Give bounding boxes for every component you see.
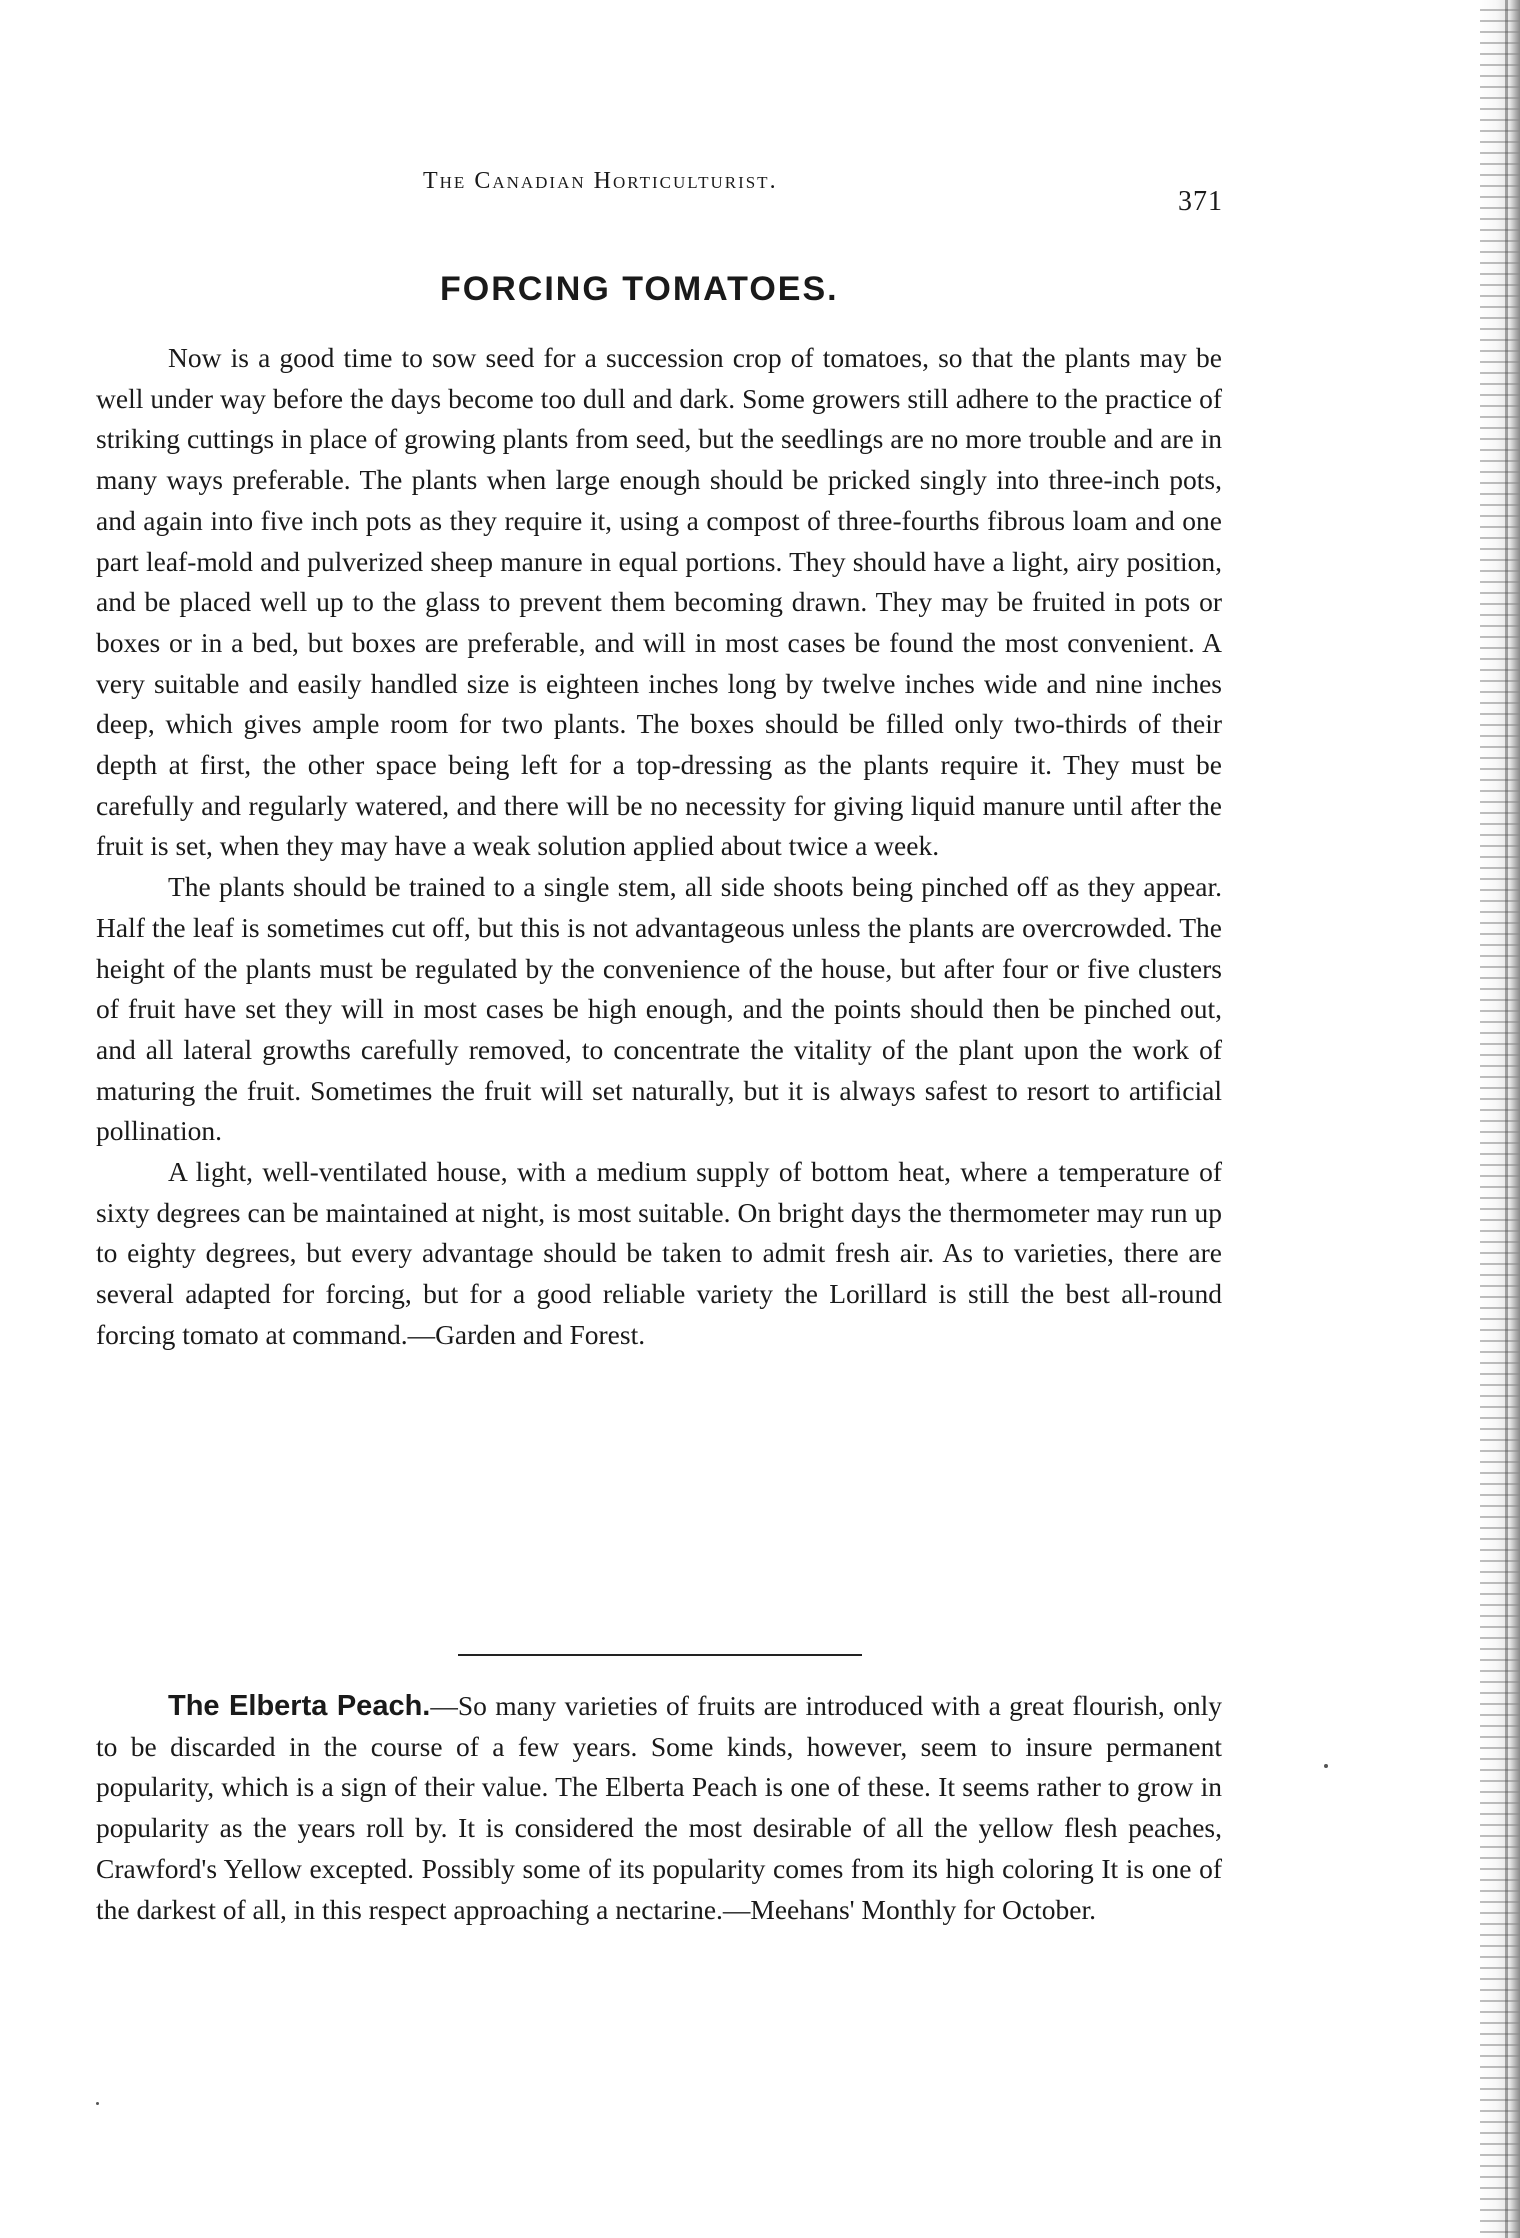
paragraph: Now is a good time to sow seed for a succession crop of tomatoes, so that the plants may be well under way before the days become too dull and dark. Some growers still adhere to the practice of striking cuttings in place of growing plants from seed, but the seedlings are no more trouble and are in many ways preferable. The plants when large enough should be pricked singly into three-inch pots, and again into five inch pots as they require it, using a compost of three-fourths fibrous loam and one part leaf-mold and pulverized sheep manure in equal portions. They should have a light, airy position, and be placed well up to the glass to prevent them becoming drawn. They may be fruited in pots or boxes or in a bed, but boxes are preferable, and will in most cases be found the most convenient. A very suitable and easily handled size is eighteen inches long by twelve inches wide and nine inches deep, which gives ample room for two plants. The boxes should be filled only two-thirds of their depth at first, the other space being left for a top-dressing as the plants require it. They must be carefully and regularly watered, and there will be no necessity for giving liquid manure until after the fruit is set, when they may have a weak solution applied about twice a week. xyxy=(96,342,1222,862)
paragraph: A light, well-ventilated house, with a medium supply of bottom heat, where a temperature of sixty degrees can be maintained at night, is most suitable. On bright days the thermometer may run up to eighty degrees, but every advantage should be taken to admit fresh air. As to varieties, there are several adapted for forcing, but for a good reliable variety the Lorillard is still the best all-round forcing tomato at command.—Garden and Forest. xyxy=(96,1156,1222,1350)
paragraph xyxy=(96,1686,1222,1930)
article-body xyxy=(96,338,1222,1356)
page-edge-line xyxy=(1505,0,1508,2238)
scan-speck xyxy=(1324,1764,1328,1768)
run-in-heading: The Elberta Peach. xyxy=(168,1690,431,1722)
page-number: 371 xyxy=(1178,186,1223,217)
paragraph: The plants should be trained to a single stem, all side shoots being pinched off as they appear. Half the leaf is sometimes cut off, but this is not advantageous unless the plants are overcrowded. The height of the plants must be regulated by the convenience of the house, but after four or five clusters of fruit have set they will in most cases be high enough, and the points should then be pinched out, and all lateral growths carefully removed, to concentrate the vitality of the plant upon the work of maturing the fruit. Sometimes the fruit will set naturally, but it is always safest to resort to artificial pollination. xyxy=(96,871,1222,1147)
scan-speck xyxy=(96,2102,99,2105)
article-title: FORCING TOMATOES. xyxy=(440,270,839,308)
section-divider xyxy=(458,1654,862,1656)
page-edge-scan-artifact xyxy=(1480,0,1520,2238)
running-head: The Canadian Horticulturist. xyxy=(423,168,778,194)
elberta-text: —So many varieties of fruits are introduced with a great flourish, only to be discarded in the course of a few years. Some kinds, however, seem to insure permanent popularity, which is a sign of their value. The Elberta Peach is one of these. It seems rather to grow in popularity as the years roll by. It is considered the most desirable of all the yellow flesh peaches, Crawford's Yellow excepted. Possibly some of its popularity comes from its high coloring It is one of the darkest of all, in this respect approaching a nectarine.—Meehans' Monthly for October. xyxy=(96,1690,1222,1925)
elberta-article xyxy=(96,1686,1222,1930)
